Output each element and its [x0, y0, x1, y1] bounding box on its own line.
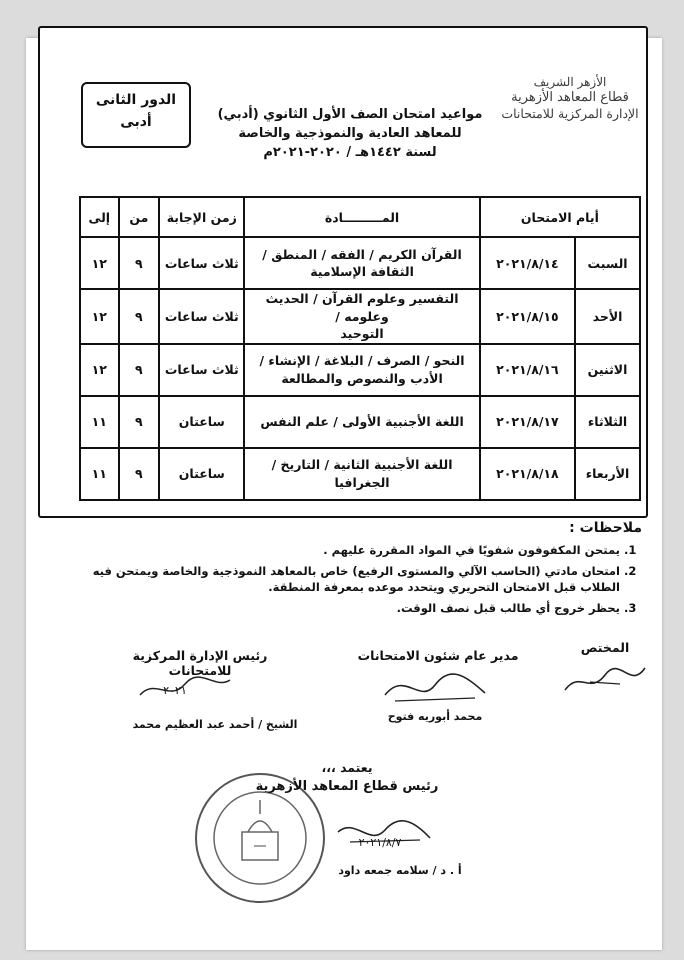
approval-line-2: رئيس قطاع المعاهد الأزهرية: [255, 779, 439, 794]
subject-line-2: التوحيد: [340, 326, 384, 341]
approval-date-block: [340, 836, 420, 849]
cell-day: الثلاثاء: [575, 396, 640, 448]
cell-duration: ثلاث ساعات: [159, 237, 244, 289]
cell-day: الأحد: [575, 289, 640, 344]
note-item: 2. امتحان مادتي (الحاسب الآلي والمستوى الرفيع) خاص بالمعاهد النموذجية والخاصة ويمتحن فيه الطلاب قبل الامتحان التحريري ويتحدد موعده بمعرفة المنطقة.: [90, 563, 620, 596]
cell-subject: [244, 289, 479, 344]
cell-date: ٢٠٢١/٨/١٥: [480, 289, 575, 344]
cell-to: ١٢: [80, 237, 119, 289]
cell-from: ٩: [119, 237, 160, 289]
notes-heading: ملاحظات :: [569, 520, 642, 536]
director-role: مدير عام شئون الامتحانات: [357, 648, 519, 663]
cell-subject: اللغة الأجنبية الثانية / التاريخ / الجغرافيا: [244, 448, 479, 500]
table-row: [80, 344, 640, 396]
approval-name: أ . د / سلامه جمعه داود: [338, 864, 462, 877]
cell-day: السبت: [575, 237, 640, 289]
cell-from: ٩: [119, 396, 160, 448]
head-date-scrawl: ٢٠٢١: [163, 684, 187, 697]
cell-date: ٢٠٢١/٨/١٨: [480, 448, 575, 500]
director-signature-scrawl: [375, 665, 495, 710]
head-name: الشيخ / أحمد عبد العظيم محمد: [132, 718, 298, 731]
cell-subject: [244, 237, 479, 289]
cell-to: ١٢: [80, 289, 119, 344]
table-row: [80, 289, 640, 344]
cell-from: ٩: [119, 344, 160, 396]
cell-duration: ثلاث ساعات: [159, 289, 244, 344]
note-item: 1. يمتحن المكفوفون شفويًا في المواد المقررة عليهم .: [90, 542, 620, 559]
notes-section: [90, 520, 642, 621]
approval-name-block: [300, 864, 500, 877]
director-name: محمد أبوريه فتوح: [387, 710, 483, 723]
head-date-block: [145, 684, 205, 697]
cell-from: ٩: [119, 448, 160, 500]
cell-to: ١١: [80, 396, 119, 448]
title-line-1: مواعيد امتحان الصف الأول الثانوي (أدبي): [217, 107, 483, 122]
round-box: [81, 82, 191, 148]
round-label: الدور الثانى: [95, 92, 177, 108]
cell-subject: [244, 344, 479, 396]
header-duration: زمن الإجابة: [159, 197, 244, 237]
cell-duration: ثلاث ساعات: [159, 344, 244, 396]
cell-from: ٩: [119, 289, 160, 344]
approval-date-scrawl: ٢٠٢١/٨/٧: [358, 836, 402, 849]
director-signature-block: [348, 648, 528, 663]
table-row: [80, 448, 640, 500]
specialist-signature-scrawl: [560, 660, 650, 700]
header-subject: المـــــــــادة: [244, 197, 479, 237]
cell-duration: ساعتان: [159, 448, 244, 500]
subject-line-2: الثقافة الإسلامية: [310, 264, 414, 279]
subject-line-1: التفسير وعلوم القرآن / الحديث وعلومه /: [265, 291, 459, 324]
subject-line-2: الأدب والنصوص والمطالعة: [281, 370, 443, 386]
title-line-3: لسنة ١٤٤٢هـ / ٢٠٢٠-٢٠٢١م: [263, 144, 437, 160]
note-item: 3. يحظر خروج أي طالب قبل نصف الوقت.: [90, 600, 620, 617]
header-days: أيام الامتحان: [480, 197, 640, 237]
cell-to: ١١: [80, 448, 119, 500]
approval-line-1: يعتمد ،،،: [321, 760, 373, 775]
cell-duration: ساعتان: [159, 396, 244, 448]
document-title: [190, 106, 510, 163]
subject-line-1: القرآن الكريم / الفقه / المنطق /: [262, 246, 462, 262]
head-role: رئيس الإدارة المركزية للامتحانات: [132, 648, 268, 678]
specialist-role: المختص: [580, 640, 630, 655]
table-row: [80, 237, 640, 289]
table-header-row: [80, 197, 640, 237]
logo-line-3: الإدارة المركزية للامتحانات: [501, 106, 639, 122]
logo-line-1: الأزهر الشريف: [533, 75, 607, 89]
cell-to: ١٢: [80, 344, 119, 396]
header-from: من: [119, 197, 160, 237]
title-line-2: للمعاهد العادية والنموذجية والخاصة: [238, 125, 462, 141]
al-azhar-logo-text: [495, 75, 645, 122]
cell-date: ٢٠٢١/٨/١٤: [480, 237, 575, 289]
head-name-block: [120, 718, 310, 731]
exam-schedule-table: [79, 196, 641, 501]
specialist-signature-block: [560, 640, 650, 655]
logo-line-2: قطاع المعاهد الأزهرية: [511, 90, 629, 105]
cell-day: الأربعاء: [575, 448, 640, 500]
cell-date: ٢٠٢١/٨/١٦: [480, 344, 575, 396]
subject-line-1: النحو / الصرف / البلاغة / الإنشاء /: [259, 353, 465, 368]
approval-block: [232, 760, 462, 794]
table-row: [80, 396, 640, 448]
cell-day: الاثنين: [575, 344, 640, 396]
header-to: إلى: [80, 197, 119, 237]
director-name-block: [350, 710, 520, 723]
section-label: أدبى: [120, 113, 152, 130]
cell-date: ٢٠٢١/٨/١٧: [480, 396, 575, 448]
cell-subject: اللغة الأجنبية الأولى / علم النفس: [244, 396, 479, 448]
